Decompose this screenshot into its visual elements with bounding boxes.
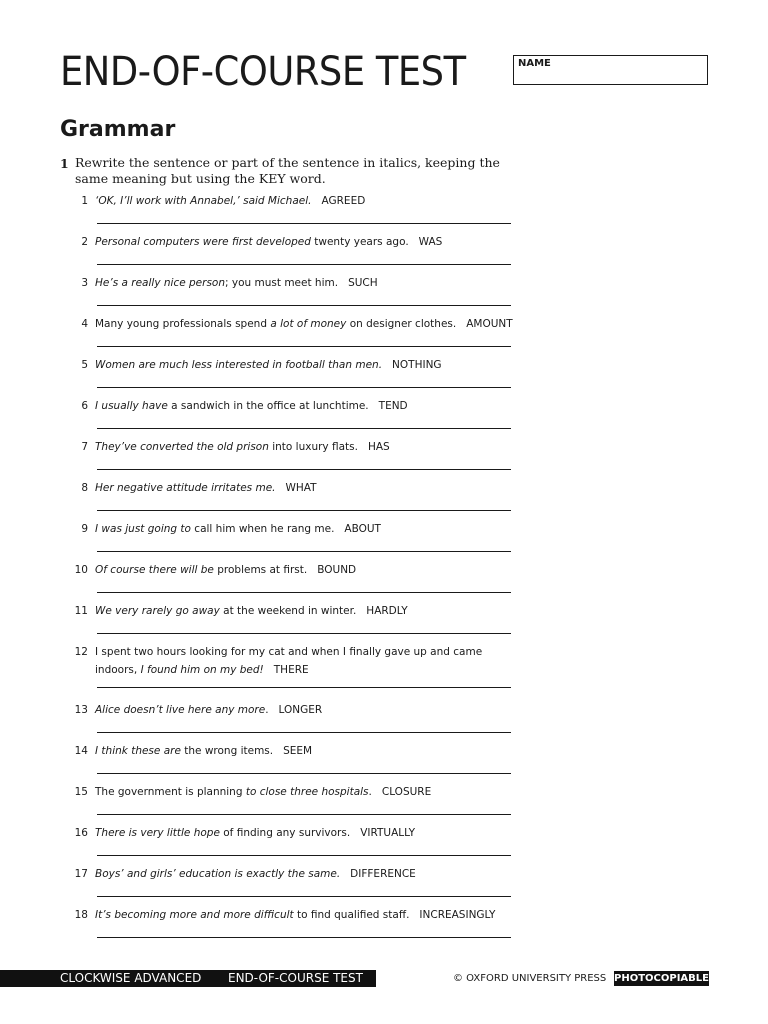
item-sentence [95, 520, 515, 538]
plain-phrase: twenty years ago. [310, 236, 409, 248]
exercise-item [0, 703, 768, 743]
item-sentence [95, 479, 515, 497]
answer-line[interactable] [97, 814, 511, 815]
exercise-item [0, 563, 768, 603]
item-number: 17 [74, 868, 88, 880]
answer-line[interactable] [97, 687, 511, 688]
plain-phrase: on designer clothes. [346, 318, 457, 330]
item-number: 13 [74, 704, 88, 716]
answer-line[interactable] [97, 732, 511, 733]
italic-phrase: I usually have [95, 400, 168, 412]
item-number: 11 [74, 605, 88, 617]
key-word: HARDLY [366, 605, 408, 617]
item-number: 8 [81, 482, 88, 494]
item-number: 1 [81, 195, 88, 207]
answer-line[interactable] [97, 223, 511, 224]
italic-phrase: He’s a really nice person [95, 277, 226, 289]
exercise-item [0, 235, 768, 275]
item-number: 7 [81, 441, 88, 453]
exercise-item [0, 194, 768, 234]
answer-line[interactable] [97, 264, 511, 265]
name-label: NAME [518, 58, 551, 69]
key-word: BOUND [317, 564, 357, 576]
answer-line[interactable] [97, 305, 511, 306]
italic-phrase: a lot of money [270, 318, 347, 330]
plain-phrase: at the weekend in winter. [219, 605, 357, 617]
plain-phrase: I spent two hours looking for my cat and when I finally gave up and came indoors, [95, 646, 483, 676]
exercise-item [0, 867, 768, 907]
item-sentence [95, 824, 515, 842]
exercise-item [0, 481, 768, 521]
exercise-item [0, 522, 768, 562]
exercise-item [0, 440, 768, 480]
italic-phrase: Women are much less interested in football than men. [95, 359, 383, 371]
item-sentence [95, 742, 515, 760]
italic-phrase: ‘OK, I’ll work with Annabel,’ said Michael. [95, 195, 312, 207]
italic-phrase: to close three hospitals [245, 786, 369, 798]
item-number: 14 [74, 745, 88, 757]
item-sentence [95, 865, 515, 883]
item-sentence [95, 274, 515, 292]
plain-phrase: ; you must meet him. [225, 277, 339, 289]
exercise-item [0, 604, 768, 644]
item-sentence [95, 643, 515, 679]
plain-phrase: . [265, 704, 269, 716]
key-word: SUCH [348, 277, 378, 289]
plain-phrase: . [368, 786, 372, 798]
item-sentence [95, 561, 515, 579]
photocopiable-badge: PHOTOCOPIABLE [614, 973, 709, 984]
key-word: VIRTUALLY [360, 827, 415, 839]
key-word: ABOUT [344, 523, 381, 535]
name-field[interactable] [513, 55, 708, 85]
item-number: 9 [81, 523, 88, 535]
exercise-item [0, 744, 768, 784]
answer-line[interactable] [97, 937, 511, 938]
footer-doc-title: END-OF-COURSE TEST [228, 971, 363, 985]
key-word: DIFFERENCE [350, 868, 416, 880]
italic-phrase: They’ve converted the old prison [95, 441, 269, 453]
item-number: 4 [81, 318, 88, 330]
plain-phrase: call him when he rang me. [190, 523, 335, 535]
exercise-item [0, 358, 768, 398]
item-sentence [95, 192, 515, 210]
key-word: AGREED [321, 195, 366, 207]
item-number: 16 [74, 827, 88, 839]
italic-phrase: There is very little hope [95, 827, 220, 839]
answer-line[interactable] [97, 428, 511, 429]
plain-phrase: The government is planning [95, 786, 246, 798]
answer-line[interactable] [97, 346, 511, 347]
italic-phrase: We very rarely go away [95, 605, 220, 617]
item-number: 10 [74, 564, 88, 576]
item-sentence [95, 602, 515, 620]
key-word: TEND [378, 400, 408, 412]
footer-publisher: © OXFORD UNIVERSITY PRESS [453, 973, 607, 984]
plain-phrase: of finding any survivors. [219, 827, 351, 839]
answer-line[interactable] [97, 633, 511, 634]
item-number: 6 [81, 400, 88, 412]
answer-line[interactable] [97, 387, 511, 388]
item-sentence [95, 397, 515, 415]
item-number: 3 [81, 277, 88, 289]
item-sentence [95, 438, 515, 456]
item-number: 5 [81, 359, 88, 371]
italic-phrase: Boys’ and girls’ education is exactly the same. [95, 868, 341, 880]
answer-line[interactable] [97, 592, 511, 593]
item-sentence [95, 783, 515, 801]
key-word: AMOUNT [466, 318, 513, 330]
italic-phrase: I think these are [95, 745, 181, 757]
exercise-item [0, 276, 768, 316]
key-word: THERE [273, 664, 309, 676]
exercise-item [0, 785, 768, 825]
item-sentence [95, 906, 515, 924]
item-sentence [95, 233, 515, 251]
plain-phrase: Many young professionals spend [95, 318, 271, 330]
exercise-item [0, 399, 768, 439]
item-number: 12 [74, 646, 88, 658]
italic-phrase: Of course there will be [95, 564, 214, 576]
key-word: LONGER [278, 704, 323, 716]
key-word: CLOSURE [381, 786, 432, 798]
key-word: NOTHING [392, 359, 442, 371]
exercise-instruction: Rewrite the sentence or part of the sentence in italics, keeping the same meaning but using the KEY word. [75, 155, 500, 186]
answer-line[interactable] [97, 510, 511, 511]
italic-phrase: Her negative attitude irritates me. [95, 482, 276, 494]
item-sentence [95, 356, 515, 374]
italic-phrase: I was just going to [95, 523, 191, 535]
key-word: HAS [367, 441, 390, 453]
exercise-item [0, 645, 768, 685]
section-heading: Grammar [60, 117, 176, 142]
plain-phrase: into luxury flats. [268, 441, 358, 453]
exercise-item [0, 826, 768, 866]
item-sentence [95, 701, 515, 719]
footer-series: CLOCKWISE ADVANCED [60, 971, 202, 985]
item-sentence [95, 315, 515, 333]
plain-phrase: a sandwich in the office at lunchtime. [167, 400, 369, 412]
italic-phrase: Alice doesn’t live here any more [95, 704, 266, 716]
italic-phrase: I found him on my bed! [140, 664, 264, 676]
answer-line[interactable] [97, 551, 511, 552]
item-number: 15 [74, 786, 88, 798]
key-word: WHAT [285, 482, 317, 494]
italic-phrase: It’s becoming more and more difficult [95, 909, 294, 921]
exercise-number: 1 [60, 156, 69, 171]
answer-line[interactable] [97, 773, 511, 774]
item-number: 2 [81, 236, 88, 248]
footer-series-bar [0, 970, 376, 987]
key-word: INCREASINGLY [419, 909, 496, 921]
plain-phrase: problems at first. [213, 564, 308, 576]
answer-line[interactable] [97, 855, 511, 856]
italic-phrase: Personal computers were first developed [95, 236, 311, 248]
plain-phrase: the wrong items. [180, 745, 274, 757]
item-number: 18 [74, 909, 88, 921]
answer-line[interactable] [97, 896, 511, 897]
key-word: SEEM [283, 745, 313, 757]
plain-phrase: to find qualified staff. [293, 909, 410, 921]
key-word: WAS [418, 236, 443, 248]
exercise-item [0, 317, 768, 357]
exercise-item [0, 908, 768, 948]
answer-line[interactable] [97, 469, 511, 470]
page-title: END-OF-COURSE TEST [60, 49, 466, 95]
